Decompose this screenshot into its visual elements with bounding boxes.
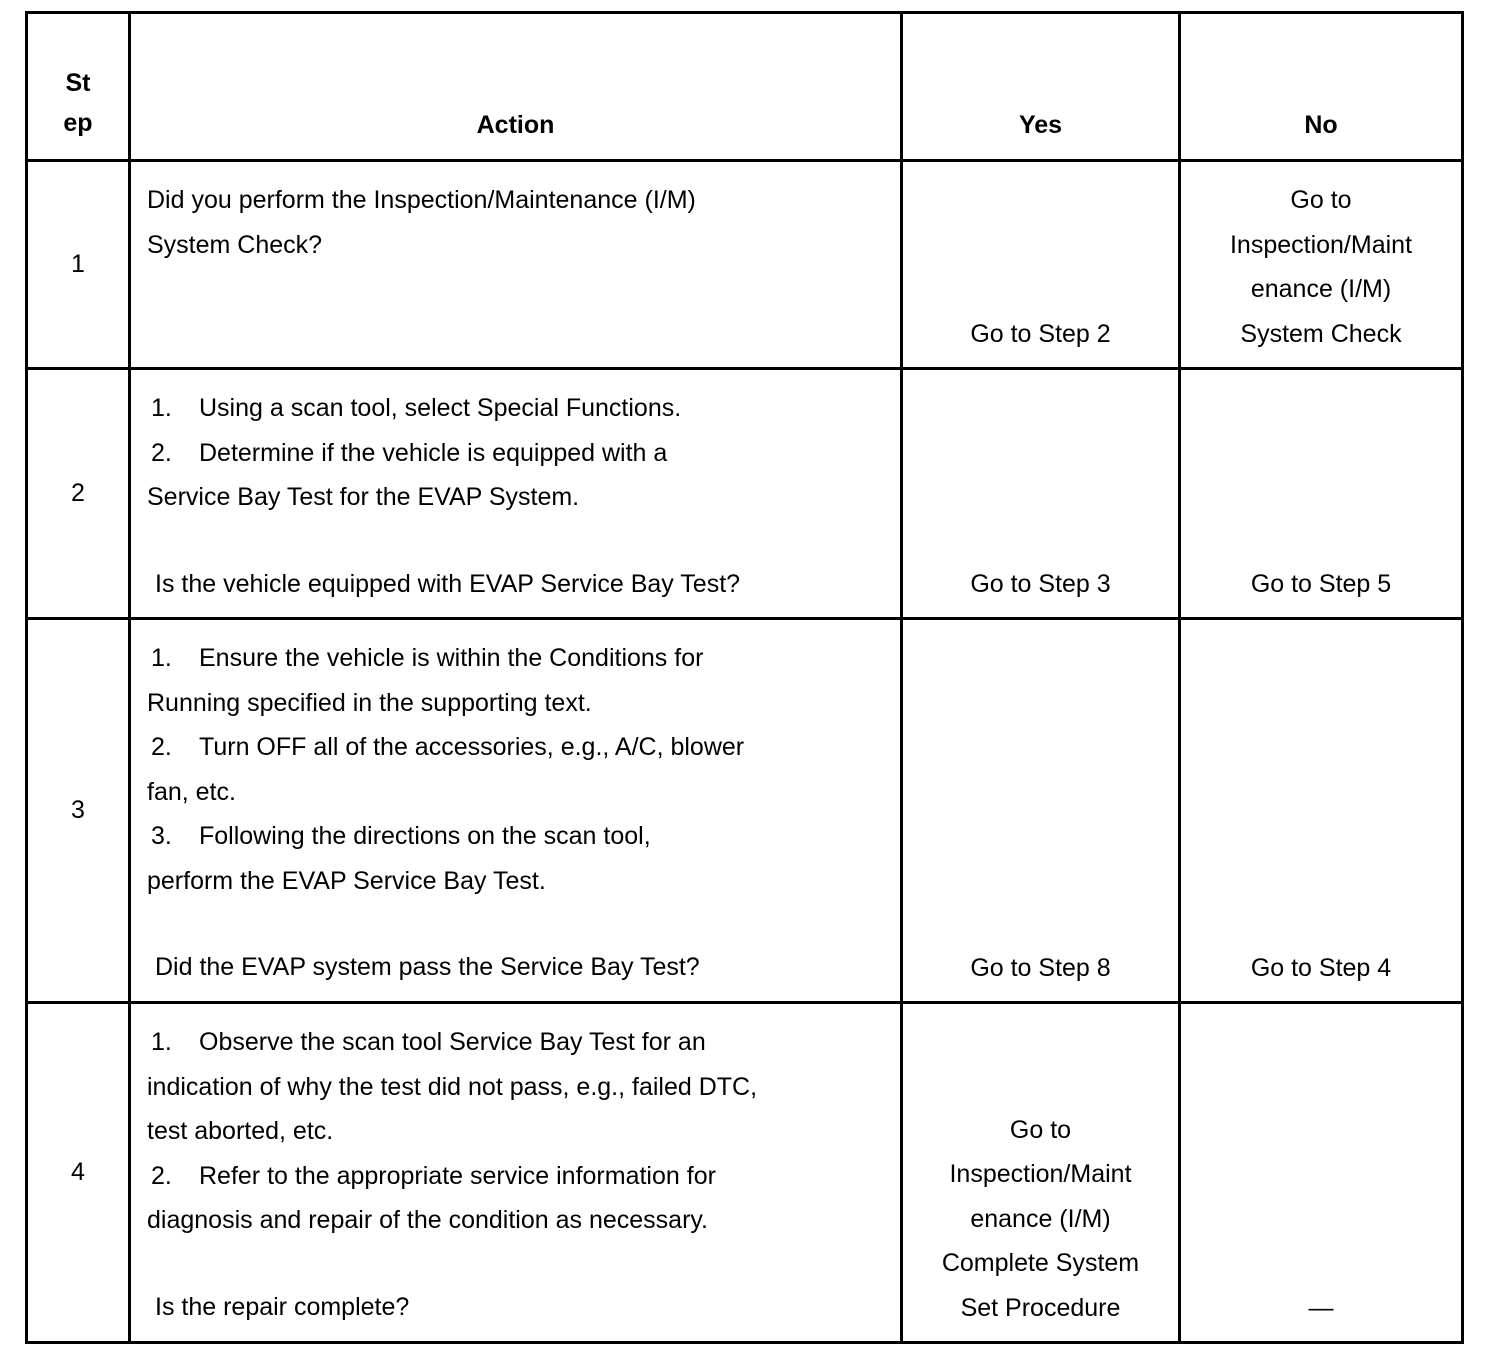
diagnostic-table [25,11,1464,1344]
action-item [147,636,884,681]
yes-link-line[interactable]: Set Procedure [960,1293,1121,1322]
header-row [27,13,1463,161]
action-cell [130,1003,902,1343]
table-row [27,369,1463,619]
no-cell [1180,369,1463,619]
item-continuation: Service Bay Test for the EVAP System. [147,483,580,511]
action-question: Did the EVAP system pass the Service Bay Test? [155,953,700,981]
yes-cell [902,619,1180,1003]
no-link-line[interactable]: Inspection/Maint [1229,230,1413,259]
header-step-line1: St [65,69,91,97]
yes-link-line[interactable]: enance (I/M) [970,1204,1111,1233]
action-line: Did you perform the Inspection/Maintenance (I/M) [147,186,696,214]
item-text: Refer to the appropriate service information for [199,1161,716,1190]
no-cell [1180,1003,1463,1343]
item-continuation: Running specified in the supporting text. [147,688,592,717]
yes-link-line[interactable]: Complete System [941,1249,1140,1277]
item-continuation: fan, etc. [147,777,236,806]
item-continuation: perform the EVAP Service Bay Test. [147,866,546,895]
header-yes: Yes [902,13,1180,161]
item-continuation: diagnosis and repair of the condition as necessary. [147,1206,708,1234]
step-number: 2 [27,369,130,619]
no-link-line[interactable]: enance (I/M) [1250,275,1392,303]
item-number: 1. [151,644,172,672]
item-number: 2. [151,438,172,467]
no-dash: — [1308,1293,1334,1322]
step-number: 1 [27,161,130,369]
action-item [147,1020,884,1065]
item-continuation: test aborted, etc. [147,1117,334,1145]
yes-cell [902,161,1180,369]
table-row [27,619,1463,1003]
action-line: System Check? [147,230,323,259]
item-text: Using a scan tool, select Special Functions. [199,394,682,422]
yes-link-line[interactable]: Go to [1009,1115,1072,1144]
item-number: 1. [151,1028,172,1056]
no-cell [1180,161,1463,369]
item-text: Turn OFF all of the accessories, e.g., A/C, blower [199,733,745,761]
action-question: Is the vehicle equipped with EVAP Service Bay Test? [155,569,741,598]
header-action: Action [130,13,902,161]
item-number: 2. [151,1161,172,1190]
action-item [147,1154,884,1199]
item-number: 2. [151,733,172,761]
header-step-line2: ep [63,109,93,137]
action-question: Is the repair complete? [155,1292,410,1321]
table-row [27,161,1463,369]
item-text: Determine if the vehicle is equipped with a [199,438,668,467]
no-link[interactable]: Go to Step 4 [1250,953,1392,982]
header-no: No [1180,13,1463,161]
action-cell [130,161,902,369]
item-text: Following the directions on the scan tool, [199,822,651,850]
action-cell [130,619,902,1003]
action-item [147,431,884,476]
item-continuation: indication of why the test did not pass, e.g., failed DTC, [147,1072,758,1101]
yes-link-line[interactable]: Inspection/Maint [949,1160,1132,1188]
action-item [147,386,884,431]
action-cell [130,369,902,619]
item-number: 1. [151,394,172,422]
item-text: Observe the scan tool Service Bay Test for an [199,1028,706,1056]
action-item [147,725,884,770]
step-number: 3 [27,619,130,1003]
action-item [147,814,884,859]
yes-link[interactable]: Go to Step 2 [970,319,1111,348]
yes-cell [902,369,1180,619]
step-number: 4 [27,1003,130,1343]
item-number: 3. [151,822,172,850]
no-link-line[interactable]: Go to [1290,186,1352,214]
no-link-line[interactable]: System Check [1240,319,1402,348]
yes-link[interactable]: Go to Step 8 [970,953,1111,982]
item-text: Ensure the vehicle is within the Conditions for [199,644,704,672]
yes-cell [902,1003,1180,1343]
yes-link[interactable]: Go to Step 3 [970,569,1111,598]
table-row [27,1003,1463,1343]
no-link[interactable]: Go to Step 5 [1250,569,1392,598]
no-cell [1180,619,1463,1003]
header-step [27,13,130,161]
